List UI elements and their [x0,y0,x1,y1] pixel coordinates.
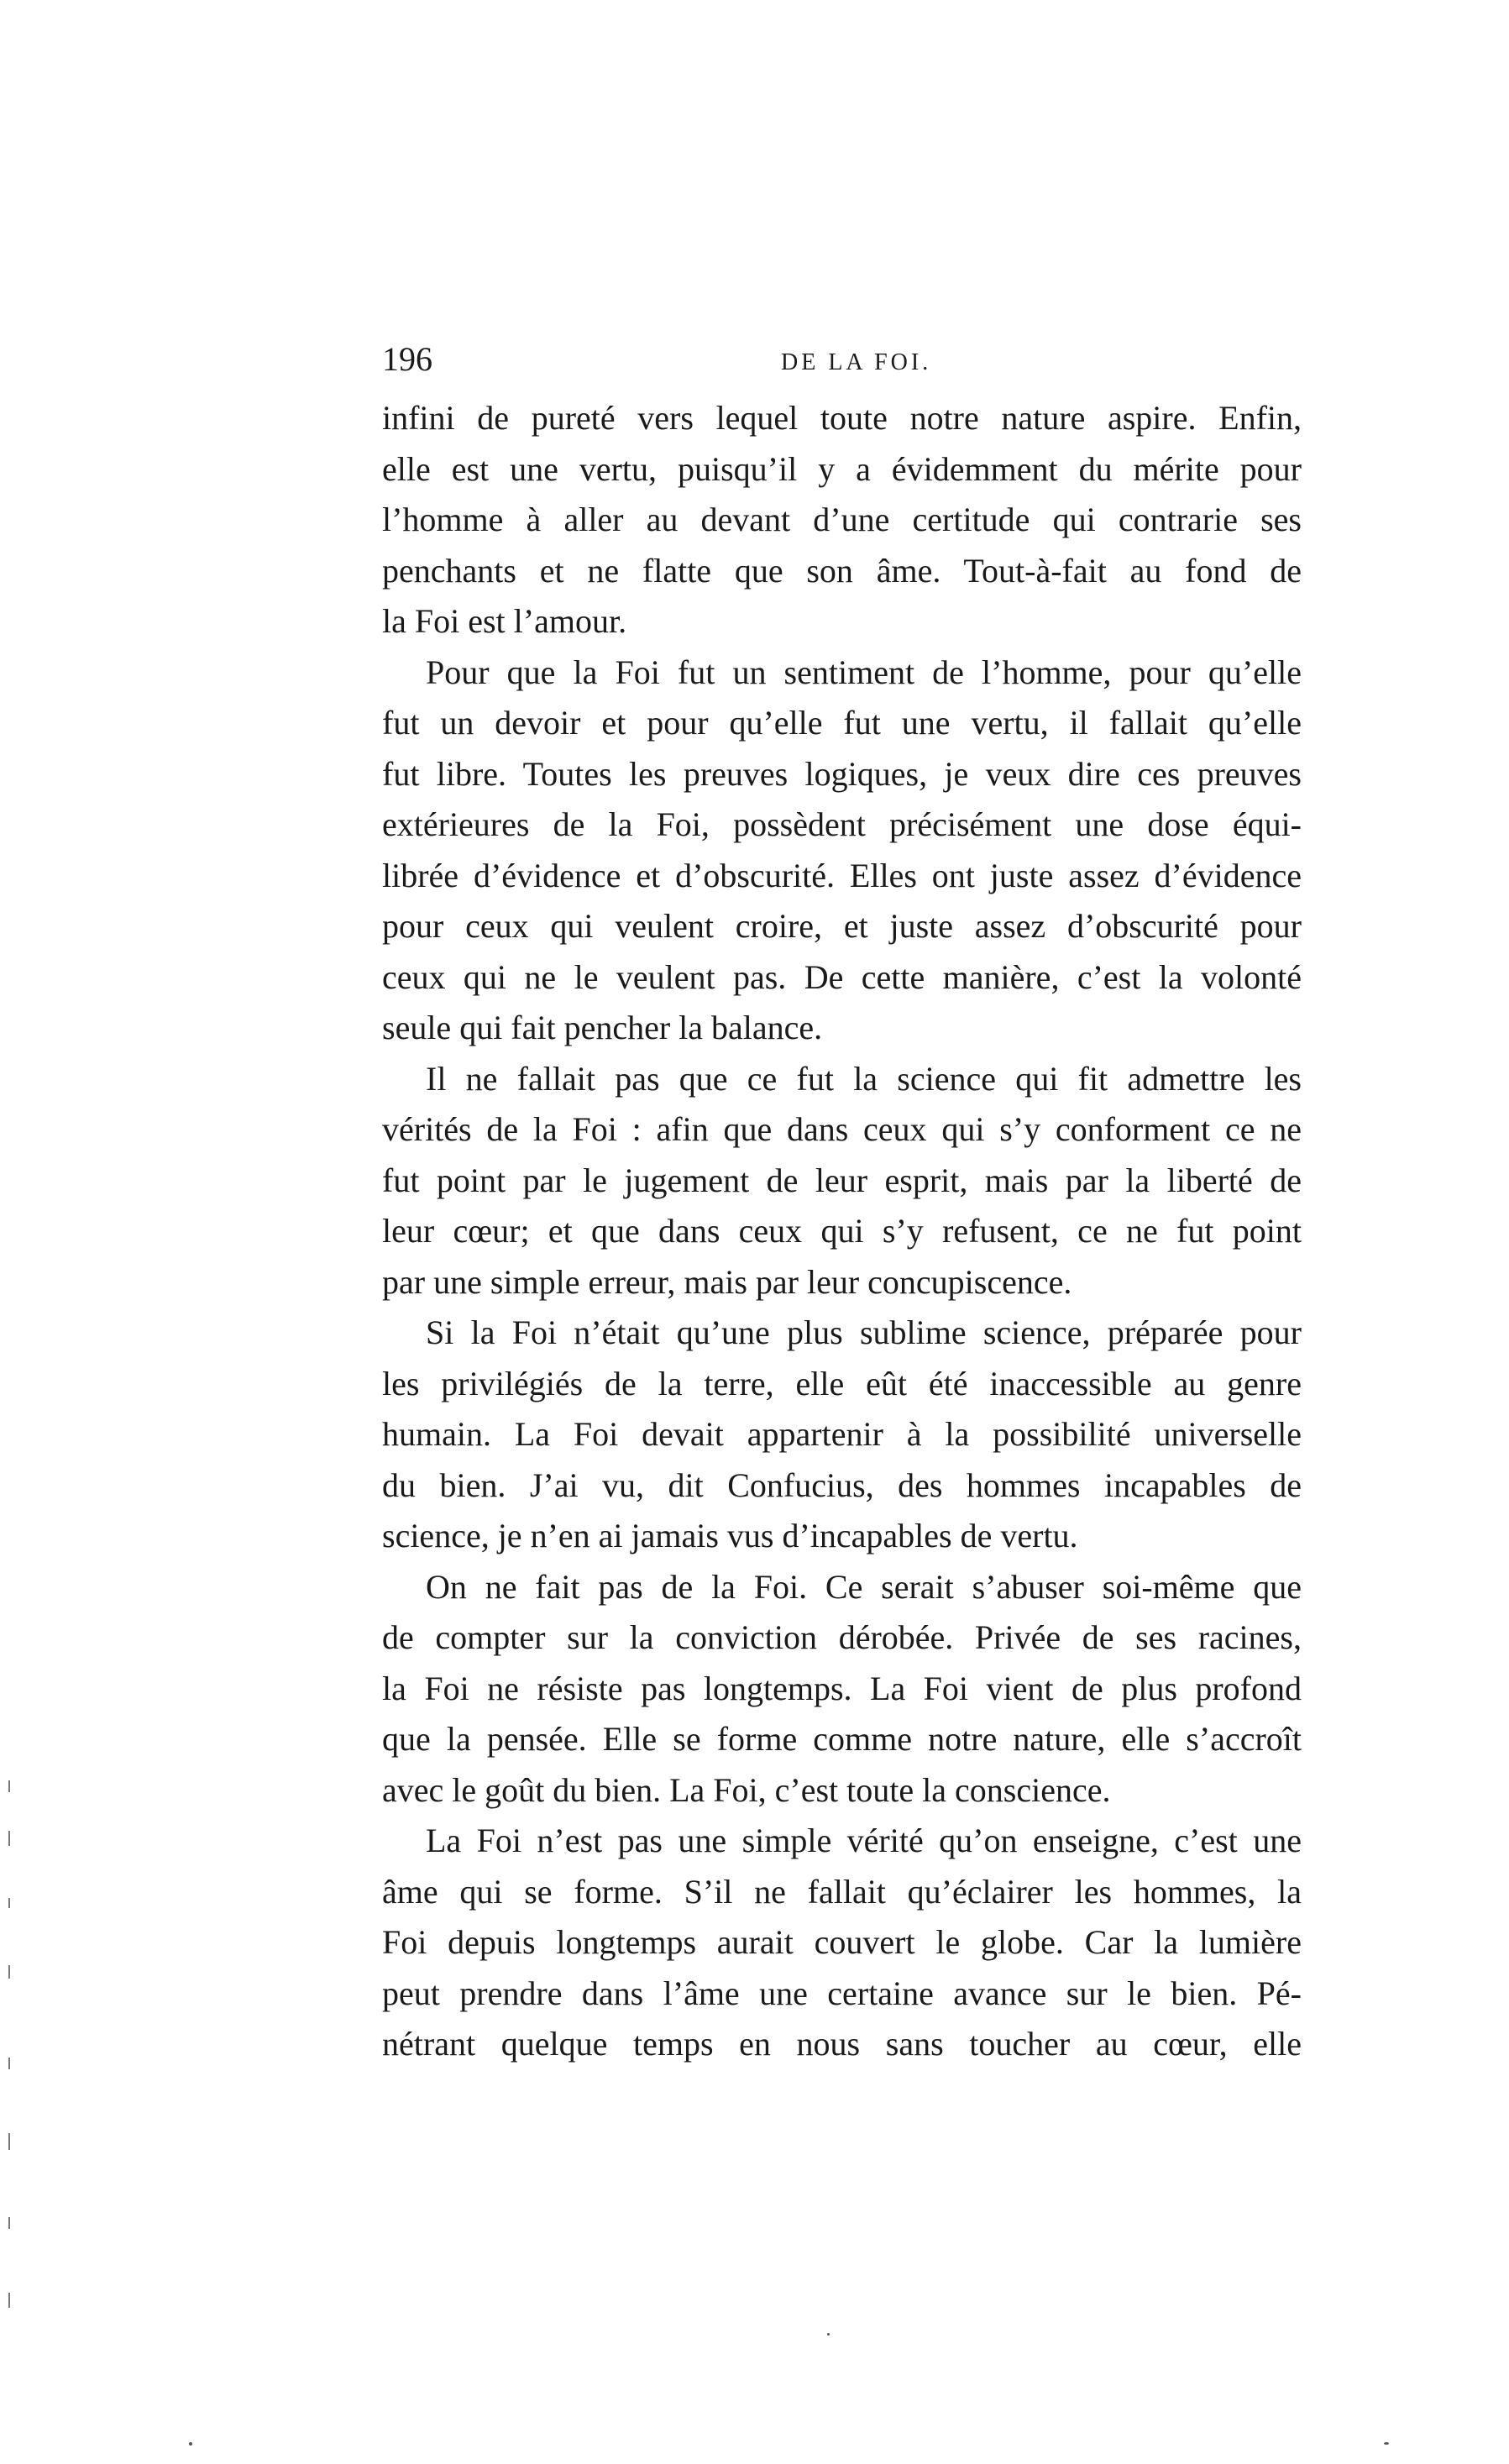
paragraph [382,393,1302,647]
text-line: Il ne fallait pas que ce fut la science qui fit admettre les [426,1059,1302,1098]
text-line: Si la Foi n’était qu’une plus sublime science, préparée pour [426,1313,1302,1351]
scan-speck [8,1965,10,1979]
text-line: fut libre. Toutes les preuves logiques, je veux dire ces preuves [382,754,1302,793]
text-line: librée d’évidence et d’obscurité. Elles ont juste assez d’évidence [382,856,1302,894]
text-line: l’homme à aller au devant d’une certitude qui contrarie ses [382,501,1302,538]
paragraph [382,647,1302,1054]
text-line: On ne fait pas de la Foi. Ce serait s’abuser soi-même que [426,1567,1302,1606]
body-text [382,393,1302,2070]
scan-speck [8,1898,10,1908]
text-line: infini de pureté vers lequel toute notre nature aspire. Enfin, [382,399,1302,437]
text-line: peut prendre dans l’âme une certaine avance sur le bien. Pé- [382,1974,1302,2012]
paragraph [382,1562,1302,1817]
text-line: ceux qui ne le veulent pas. De cette manière, c’est la volonté [382,957,1302,996]
text-line: que la pensée. Elle se forme comme notre nature, elle s’accroît [382,1720,1302,1758]
paragraph [382,1308,1302,1562]
text-line: fut point par le jugement de leur esprit, mais par la liberté de [382,1161,1302,1199]
text-line: nétrant quelque temps en nous sans toucher au cœur, elle [382,2025,1302,2063]
scan-speck [8,1780,10,1792]
scan-speck [1384,2442,1389,2445]
scan-artifact-left-margin [8,1780,12,2368]
text-line: science, je n’en ai jamais vus d’incapables de vertu. [382,1517,1078,1554]
text-line: la Foi est l’amour. [382,602,627,640]
text-line: vérités de la Foi : afin que dans ceux qui s’y conforment ce ne [382,1110,1302,1148]
paragraph [382,1816,1302,2070]
text-line: âme qui se forme. S’il ne fallait qu’éclairer les hommes, la [382,1872,1302,1911]
text-line: Pour que la Foi fut un sentiment de l’homme, pour qu’elle [426,653,1302,691]
text-line: penchants et ne flatte que son âme. Tout-à-fait au fond de [382,551,1302,590]
scan-speck [8,2293,10,2308]
scan-speck [8,1831,10,1846]
scan-speck [827,2333,830,2336]
running-head [382,336,1306,383]
page-number: 196 [382,340,432,378]
text-line: leur cœur; et que dans ceux qui s’y refusent, ce ne fut point [382,1212,1302,1250]
scan-speck [189,2442,192,2446]
text-line: la Foi ne résiste pas longtemps. La Foi vient de plus profond [382,1669,1302,1707]
text-line: avec le goût du bien. La Foi, c’est toute la conscience. [382,1770,1111,1809]
text-line: seule qui fait pencher la balance. [382,1009,823,1046]
text-line: du bien. J’ai vu, dit Confucius, des hommes incapables de [382,1465,1302,1504]
text-line: extérieures de la Foi, possèdent précisément une dose équi- [382,805,1302,843]
text-line: Foi depuis longtemps aurait couvert le globe. Car la lumière [382,1923,1302,1961]
text-line: La Foi n’est pas une simple vérité qu’on enseigne, c’est une [426,1822,1302,1859]
text-line: les privilégiés de la terre, elle eût été inaccessible au genre [382,1364,1302,1402]
scan-speck [8,2058,10,2069]
text-line: fut un devoir et pour qu’elle fut une vertu, il fallait qu’elle [382,704,1302,742]
text-line: par une simple erreur, mais par leur concupiscence. [382,1262,1072,1301]
running-title: DE LA FOI. [781,349,932,375]
paragraph [382,1054,1302,1308]
text-line: humain. La Foi devait appartenir à la possibilité universelle [382,1415,1302,1453]
text-line: de compter sur la conviction dérobée. Privée de ses racines, [382,1618,1302,1656]
scan-speck [8,2133,10,2150]
scan-speck [8,2217,10,2229]
text-line: elle est une vertu, puisqu’il y a évidemment du mérite pour [382,449,1302,488]
text-line: pour ceux qui veulent croire, et juste assez d’obscurité pour [382,907,1302,945]
